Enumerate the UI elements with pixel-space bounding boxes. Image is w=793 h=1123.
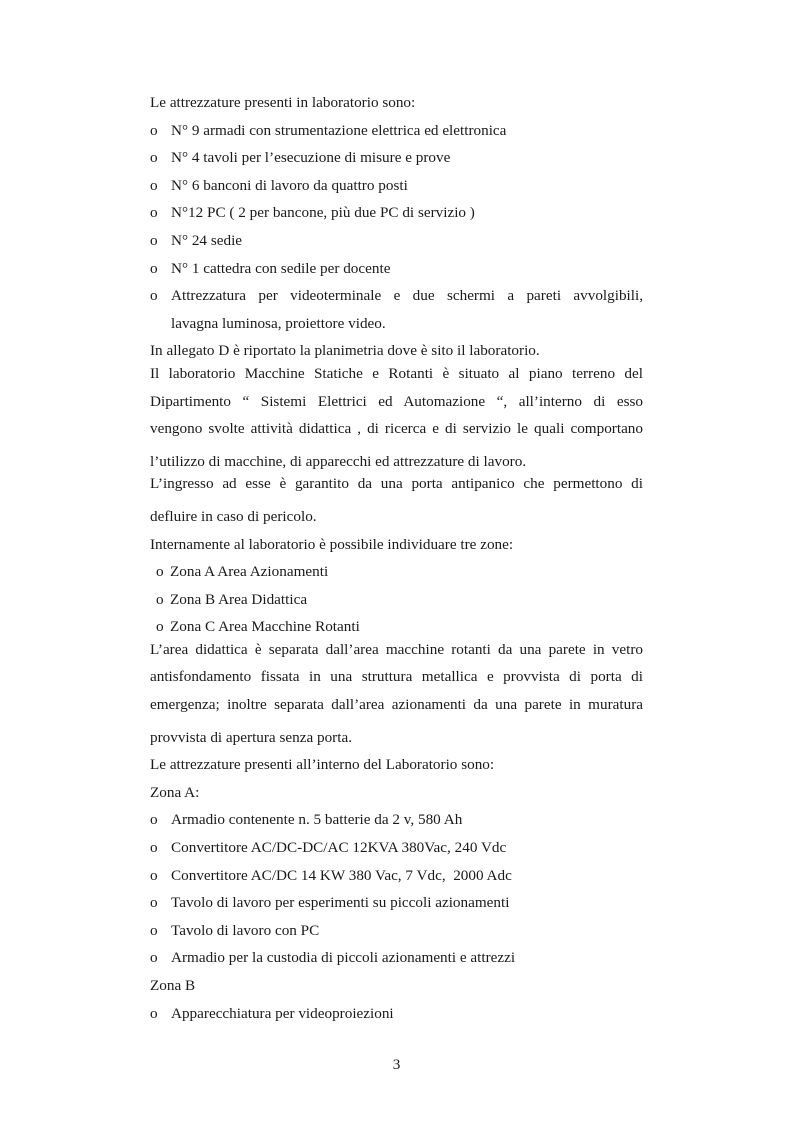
bullet-icon: o [150,921,158,939]
bullet-icon: o [150,839,158,857]
list-item: o Convertitore AC/DC-DC/AC 12KVA 380Vac, 240 Vdc [150,834,643,862]
bullet-icon: o [150,811,158,829]
bullet-icon: o [150,949,158,967]
zone-b-list [150,1000,643,1028]
paragraph-line: defluire in caso di pericolo. [150,507,317,525]
paragraph-line: L’area didattica è separata dall’area macchine rotanti da una parete in vetro [150,640,643,658]
zone-a-heading: Zona A: [150,783,200,801]
bullet-icon: o [150,287,158,305]
list-item: o Apparecchiatura per videoproiezioni [150,1000,643,1028]
bullet-icon: o [150,259,158,277]
list-item: o Armadio per la custodia di piccoli azionamenti e attrezzi [150,944,643,972]
list-item: o N° 4 tavoli per l’esecuzione di misure e prove [150,144,643,172]
page-body [150,89,643,1027]
paragraph-area-didattica [150,641,643,751]
zones-list [150,558,643,641]
paragraph-line: antisfondamento fissata in una struttura metallica e provvista di porta di [150,668,643,686]
list-item: o N° 9 armadi con strumentazione elettrica ed elettronica [150,117,643,145]
paragraph-laboratorio [150,365,643,475]
bullet-icon: o [150,231,158,249]
list-item: o Tavolo di lavoro per esperimenti su piccoli azionamenti [150,889,643,917]
list-item: o Zona A Area Azionamenti [150,558,643,586]
list-item: o N° 1 cattedra con sedile per docente [150,255,643,283]
list-item: o N° 6 banconi di lavoro da quattro posti [150,172,643,200]
bullet-icon: o [156,618,164,636]
list-item: o Zona C Area Macchine Rotanti [150,613,643,641]
bullet-icon: o [150,121,158,139]
list-item: o Zona B Area Didattica [150,586,643,614]
paragraph-line: l’utilizzo di macchine, di apparecchi ed attrezzature di lavoro. [150,452,527,470]
bullet-icon: o [150,176,158,194]
zone-a-list [150,806,643,972]
paragraph-line: Il laboratorio Macchine Statiche e Rotanti è situato al piano terreno del [150,364,643,382]
list-item: o Armadio contenente n. 5 batterie da 2 v, 580 Ah [150,806,643,834]
bullet-icon: o [156,563,164,581]
list-item: o N° 24 sedie [150,227,643,255]
list-item: o Tavolo di lavoro con PC [150,917,643,945]
zone-b-heading: Zona B [150,977,196,994]
intro-text: Le attrezzature presenti in laboratorio sono: [150,94,416,111]
allegato-text: In allegato D è riportato la planimetria dove è sito il laboratorio. [150,342,540,360]
bullet-icon: o [150,204,158,222]
paragraph-line: emergenza; inoltre separata dall’area azionamenti da una parete in muratura [150,696,643,714]
paragraph-ingresso [150,475,643,530]
paragraph-line: L’ingresso ad esse è garantito da una porta antipanico che permettono di [150,475,643,493]
bullet-icon: o [150,866,158,884]
equipment-intro-text: Le attrezzature presenti all’interno del Laboratorio sono: [150,756,495,774]
page-number: 3 [392,1056,401,1073]
list-item: o N°12 PC ( 2 per bancone, più due PC di servizio ) [150,199,643,227]
bullet-icon: o [150,894,158,912]
equipment-list [150,117,643,338]
list-item: o Attrezzatura per videoterminale e due schermi a pareti avvolgibili, [150,282,643,310]
bullet-icon: o [150,149,158,167]
paragraph-line: vengono svolte attività didattica , di ricerca e di servizio le quali comportano [150,420,643,438]
list-item-continuation: lavagna luminosa, proiettore video. [171,314,386,332]
bullet-icon: o [156,590,164,608]
zones-intro-text: Internamente al laboratorio è possibile individuare tre zone: [150,535,514,553]
list-item: o Convertitore AC/DC 14 KW 380 Vac, 7 Vdc, 2000 Adc [150,862,643,890]
bullet-icon: o [150,1004,158,1022]
paragraph-line: Dipartimento “ Sistemi Elettrici ed Automazione “, all’interno di esso [150,392,643,410]
paragraph-line: provvista di apertura senza porta. [150,728,352,746]
